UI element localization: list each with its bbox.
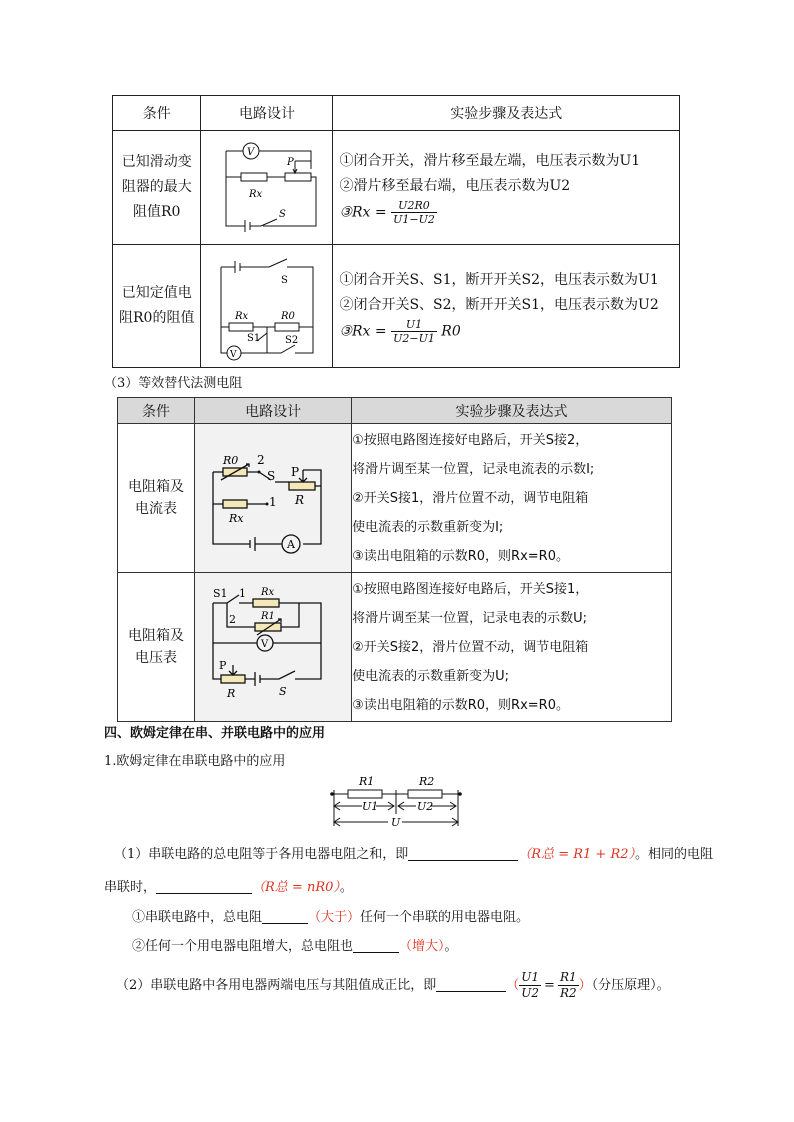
answer-blank[interactable] <box>262 909 308 924</box>
fraction-numerator: R1 <box>559 970 577 984</box>
answer-increase: （增大） <box>399 939 445 954</box>
condition-line: 阻R0的阻值 <box>119 310 195 326</box>
step-line: 使电流表的示数重新变为I; <box>352 519 504 535</box>
table1-row-1 <box>113 131 680 245</box>
paragraph-1-line-2 <box>104 876 353 895</box>
table2-row2-steps <box>352 573 672 722</box>
u-label: U <box>391 816 401 829</box>
text: （2）串联电路中各用电器两端电压与其阻值成正比，即 <box>116 978 437 993</box>
section-4-heading: 四、欧姆定律在串、并联电路中的应用 <box>104 726 326 741</box>
answer-blank[interactable] <box>408 846 518 861</box>
text: 。相同的电阻 <box>635 847 714 862</box>
paragraph-3 <box>132 935 458 954</box>
u2-label: U2 <box>417 800 434 813</box>
table1-header-circuit: 电路设计 <box>201 96 333 131</box>
condition-line: 电压表 <box>135 650 178 666</box>
table1-row2-condition <box>113 245 201 368</box>
circuit-diagram-fixed-resistor <box>201 245 332 363</box>
switch-label: S <box>279 209 287 220</box>
circuit-diagram-voltmeter <box>195 573 351 717</box>
step-line: ①闭合开关，滑片移至最左端，电压表示数为U1 <box>339 153 641 169</box>
rheostat-label: R <box>295 493 305 507</box>
equals-sign: = <box>544 978 555 993</box>
text: ①串联电路中，总电阻 <box>132 910 263 925</box>
switch-label: S <box>281 275 289 286</box>
text: 。 <box>444 939 458 954</box>
section-3-label: （3）等效替代法测电阻 <box>104 376 243 391</box>
s1-label: S1 <box>213 587 228 600</box>
r1-label: R1 <box>359 775 375 788</box>
step-line: ②滑片移至最右端，电压表示数为U2 <box>339 178 571 194</box>
paren: （ <box>506 978 520 993</box>
terminal-2-label: 2 <box>229 613 237 626</box>
formula-denominator: U2−U1 <box>393 331 435 345</box>
terminal-1-label: 1 <box>269 495 277 509</box>
table2-header-steps: 实验步骤及表达式 <box>352 398 672 424</box>
switch-label: S <box>267 469 276 483</box>
text: （分压原理）。 <box>591 978 670 993</box>
text: （1）串联电路的总电阻等于各用电器电阻之和，即 <box>114 847 409 862</box>
table2-row2-condition <box>118 573 195 722</box>
condition-line: 已知定值电 <box>121 285 192 301</box>
r0-label: R0 <box>223 454 239 467</box>
rheostat-label: R <box>227 687 236 700</box>
step-line: 将滑片调至某一位置，记录电表的示数U; <box>352 610 587 626</box>
formula-fraction <box>391 199 437 226</box>
slider-label: P <box>219 659 227 672</box>
condition-line: 电阻箱及 <box>128 628 185 644</box>
formula-line <box>339 199 679 226</box>
r1-label: R1 <box>261 611 275 622</box>
table2-header-condition: 条件 <box>118 398 195 424</box>
method-table-1 <box>112 95 680 368</box>
table2-row2-circuit <box>195 573 352 722</box>
voltmeter-label: V <box>247 147 255 158</box>
step-line: ①闭合开关S、S1，断开开关S2，电压表示数为U1 <box>339 271 659 288</box>
step-line: ②开关S接2，滑片位置不动，调节电阻箱 <box>352 639 589 655</box>
step-line: 使电流表的示数重新变为U; <box>352 668 509 684</box>
table2-header-circuit: 电路设计 <box>195 398 352 424</box>
table1-row1-circuit <box>201 131 333 245</box>
terminal-1-label: 1 <box>239 587 247 600</box>
circuit-diagram-slide-rheostat <box>201 131 332 240</box>
answer-n-resistors: （R总 = nR0） <box>252 880 340 895</box>
formula-fraction <box>391 318 437 345</box>
table2-row1-condition <box>118 424 195 573</box>
step-line: ③读出电阻箱的示数R0，则Rx=R0。 <box>352 697 569 713</box>
condition-line: 电流表 <box>135 501 178 517</box>
table1-header-row <box>113 96 680 131</box>
table1-row1-steps <box>333 131 680 245</box>
step-line: ①按照电路图连接好电路后，开关S接1， <box>352 581 589 597</box>
table1-row2-steps <box>333 245 680 368</box>
step-line: ③读出电阻箱的示数R0，则Rx=R0。 <box>352 548 569 564</box>
condition-line: 电阻箱及 <box>128 479 185 495</box>
voltmeter-label: V <box>230 350 237 360</box>
text: 。 <box>339 880 353 895</box>
formula-line <box>339 318 679 345</box>
formula-numerator: U1 <box>391 318 437 332</box>
table1-header-steps: 实验步骤及表达式 <box>333 96 680 131</box>
table1-row2-circuit <box>201 245 333 368</box>
formula-denominator: U1−U2 <box>393 213 435 226</box>
text: 任何一个串联的用电器电阻。 <box>360 910 530 925</box>
formula-lhs: ③Rx = <box>339 323 387 339</box>
paragraph-4 <box>116 970 670 1001</box>
fraction-denominator: U2 <box>521 986 540 1000</box>
text: 串联时， <box>104 880 157 895</box>
ammeter-label: A <box>287 538 296 551</box>
step-line: ②开关S接1，滑片位置不动，调节电阻箱 <box>352 490 589 506</box>
answer-blank[interactable] <box>353 938 399 953</box>
r2-label: R2 <box>419 775 435 788</box>
r0-label: R0 <box>281 311 296 322</box>
table2-row1-steps <box>352 424 672 573</box>
u1-label: U1 <box>362 800 379 813</box>
subsection-1-title: 1.欧姆定律在串联电路中的应用 <box>104 754 286 769</box>
paragraph-2 <box>132 906 529 925</box>
method-table-2 <box>117 397 672 722</box>
step-line: ②闭合开关S、S2，断开开关S1，电压表示数为U2 <box>339 296 659 313</box>
rx-label: Rx <box>261 587 275 598</box>
table1-row1-condition <box>113 131 201 245</box>
table2-header-row <box>118 398 672 424</box>
slider-label: P <box>287 157 295 168</box>
answer-total-resistance: （R总 = R1 + R2） <box>518 847 636 862</box>
step-line: 将滑片调至某一位置，记录电流表的示数I; <box>352 461 595 477</box>
slider-label: P <box>291 465 300 479</box>
resistance-ratio-fraction <box>558 970 579 1001</box>
voltage-ratio-fraction <box>519 970 541 1001</box>
answer-blank[interactable] <box>156 879 252 894</box>
series-circuit-diagram <box>326 770 466 832</box>
text: ②任何一个用电器电阻增大，总电阻也 <box>132 939 354 954</box>
switch-label: S <box>279 685 287 698</box>
formula-numerator: U2R0 <box>391 199 437 213</box>
rx-label: Rx <box>235 311 249 322</box>
table1-header-condition: 条件 <box>113 96 201 131</box>
table2-row1-circuit <box>195 424 352 573</box>
voltmeter-label: V <box>261 639 269 650</box>
answer-blank[interactable] <box>436 977 506 992</box>
circuit-diagram-ammeter <box>195 424 351 568</box>
terminal-2-label: 2 <box>257 453 265 467</box>
rx-label: Rx <box>229 512 244 525</box>
s2-label: S2 <box>285 335 299 346</box>
paren: ） <box>578 978 592 993</box>
s1-label: S1 <box>247 333 261 344</box>
fraction-numerator: U1 <box>521 970 540 984</box>
formula-tail: R0 <box>441 323 461 339</box>
step-line: ①按照电路图连接好电路后，开关S接2， <box>352 432 589 448</box>
table1-row-2 <box>113 245 680 368</box>
answer-greater: （大于） <box>308 910 361 925</box>
fraction-denominator: R2 <box>559 986 577 1000</box>
condition-line: 阻器的最大 <box>121 179 192 195</box>
condition-line: 已知滑动变 <box>121 154 192 170</box>
rx-label: Rx <box>249 189 263 200</box>
table2-row-2 <box>118 573 672 722</box>
formula-lhs: ③Rx = <box>339 204 387 221</box>
table2-row-1 <box>118 424 672 573</box>
paragraph-1-line-1 <box>114 843 713 862</box>
condition-line: 阻值R0 <box>133 204 181 220</box>
